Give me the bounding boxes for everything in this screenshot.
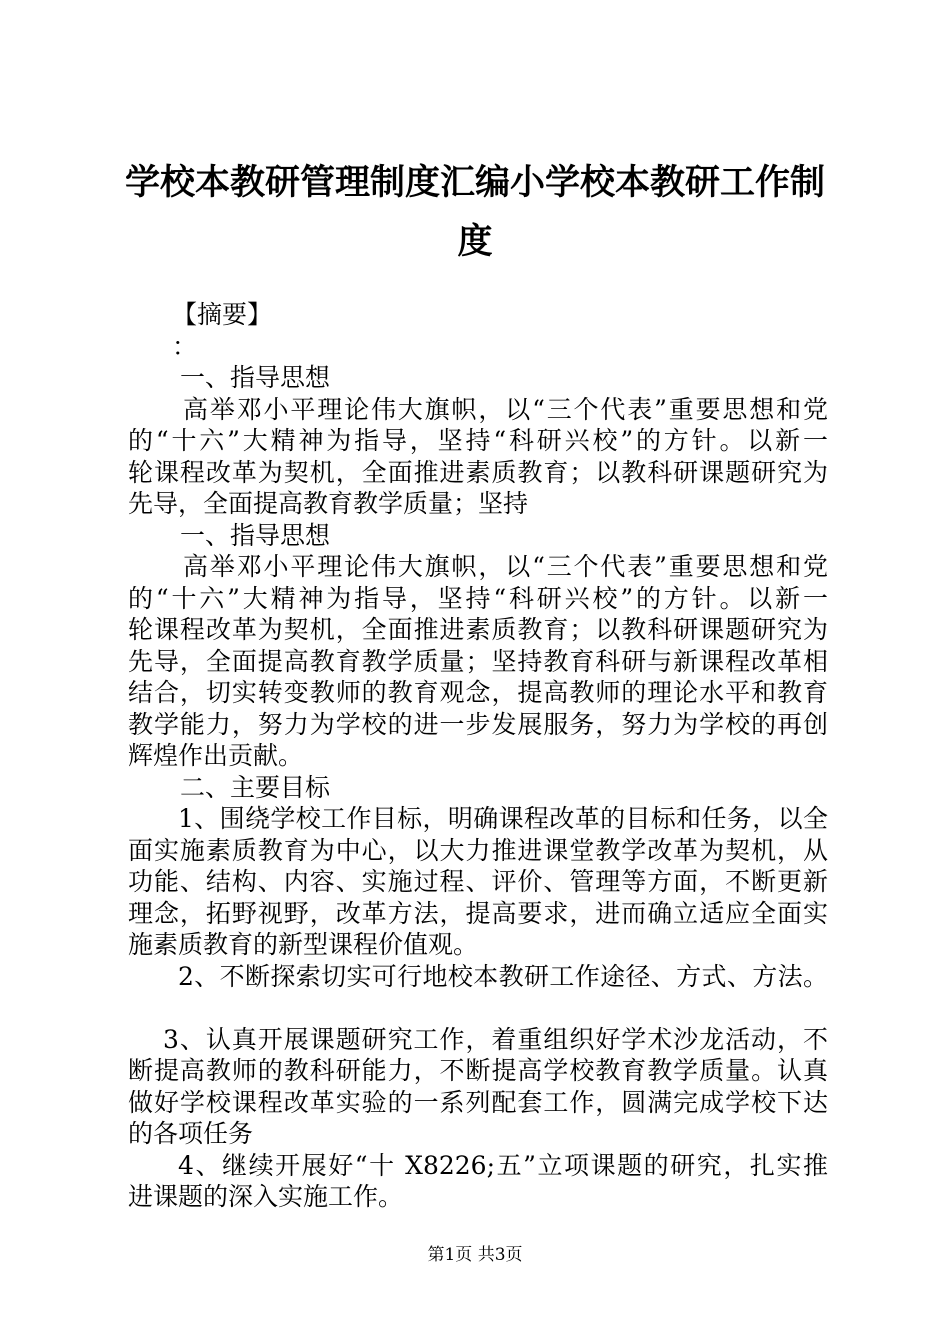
text-line: ： xyxy=(172,331,198,361)
text-line: 功能、结构、内容、实施过程、评价、管理等方面，不断更新 xyxy=(128,867,828,896)
text-line: 轮课程改革为契机，全面推进素质教育；以教科研课题研究为 xyxy=(128,457,828,487)
document-body xyxy=(128,299,828,1213)
text-line: 2、不断探索切实可行地校本教研工作途径、方式、方法。 xyxy=(178,961,828,991)
text-line: 高举邓小平理论伟大旗帜，以“三个代表”重要思想和党 xyxy=(183,552,828,581)
document-title-line-1: 学校本教研管理制度汇编小学校本教研工作制 xyxy=(124,162,825,203)
text-line: 先导，全面提高教育教学质量；坚持 xyxy=(128,489,529,518)
text-line: 教学能力，努力为学校的进一步发展服务，努力为学校的再创 xyxy=(128,709,828,739)
text-line: 断提高教师的教科研能力，不断提高学校教育教学质量。认真 xyxy=(128,1056,828,1085)
text-line: 理念，拓野视野，改革方法，提高要求，进而确立适应全面实 xyxy=(128,898,828,928)
text-line: 先导，全面提高教育教学质量；坚持教育科研与新课程改革相 xyxy=(128,646,828,676)
text-line: 一、指导思想 xyxy=(180,363,331,392)
text-line: 高举邓小平理论伟大旗帜，以“三个代表”重要思想和党 xyxy=(183,394,828,424)
page-footer: 第1页 共3页 xyxy=(427,1245,523,1265)
text-line: 3、认真开展课题研究工作，着重组织好学术沙龙活动，不 xyxy=(163,1024,828,1054)
text-line: 【摘要】 xyxy=(172,300,273,329)
text-line: 的“十六”大精神为指导，坚持“科研兴校”的方针。以新一 xyxy=(128,583,828,613)
text-line: 面实施素质教育为中心，以大力推进课堂教学改革为契机，从 xyxy=(128,835,828,865)
text-line xyxy=(128,992,828,1024)
text-line: 辉煌作出贡献。 xyxy=(128,741,304,770)
text-line: 进课题的深入实施工作。 xyxy=(128,1182,404,1211)
text-line: 的“十六”大精神为指导，坚持“科研兴校”的方针。以新一 xyxy=(128,426,828,455)
text-line: 结合，切实转变教师的教育观念，提高教师的理论水平和教育 xyxy=(128,678,828,707)
text-line: 轮课程改革为契机，全面推进素质教育；以教科研课题研究为 xyxy=(128,615,828,644)
text-line: 做好学校课程改革实验的一系列配套工作，圆满完成学校下达 xyxy=(128,1087,828,1117)
document-title-line-2: 度 xyxy=(457,221,493,262)
text-line: 二、主要目标 xyxy=(180,772,331,802)
text-line: 的各项任务 xyxy=(128,1119,254,1148)
text-line: 4、继续开展好“十 X8226;五”立项课题的研究，扎实推 xyxy=(178,1150,828,1180)
text-line: 1、围绕学校工作目标，明确课程改革的目标和任务，以全 xyxy=(178,804,828,833)
text-line: 一、指导思想 xyxy=(180,520,331,550)
text-line: 施素质教育的新型课程价值观。 xyxy=(128,930,479,959)
